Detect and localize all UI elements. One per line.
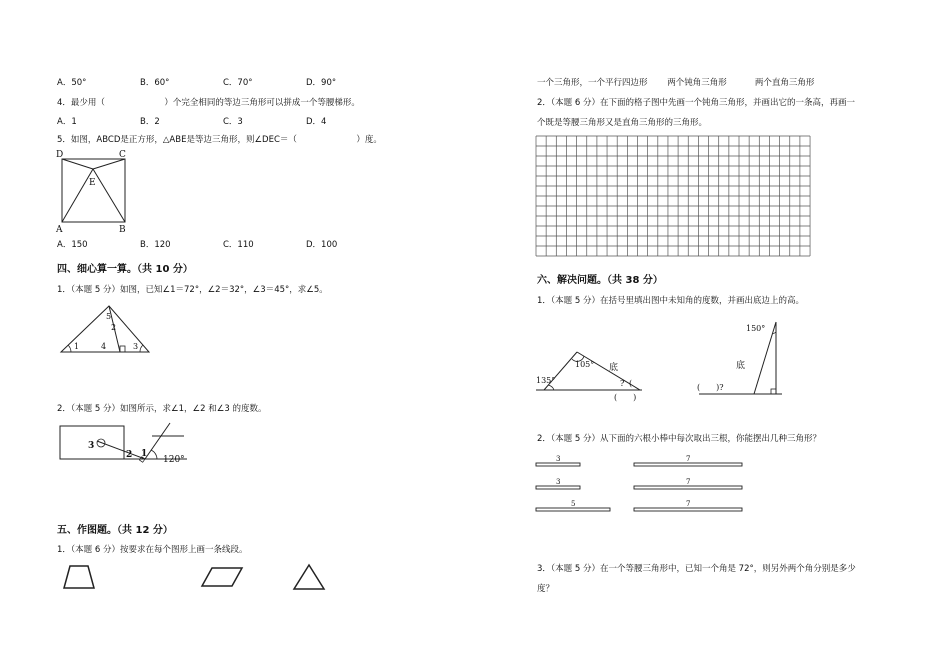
label-120: 120° (163, 455, 185, 465)
label-e: E (89, 178, 96, 188)
line-ae (62, 169, 93, 222)
stick-right-3-label: 7 (686, 500, 691, 508)
right-angle-mark (120, 346, 125, 352)
r-question-2-line-2: 个既是等腰三角形又是直角三角形的三角形。 (537, 118, 708, 128)
label-3: 3 (88, 441, 95, 451)
right-angle-mark (771, 389, 776, 394)
slanted-line (97, 441, 148, 459)
parallelogram-shape (200, 566, 244, 588)
line-be (93, 169, 125, 222)
arc-135 (548, 385, 554, 390)
q4-option-c: C．3 (223, 117, 243, 127)
q3-option-c: C．70° (223, 78, 253, 88)
stick-left-1 (536, 463, 580, 466)
label-150: 150° (746, 324, 766, 333)
triangle-angle-figure (57, 300, 152, 355)
drawing-grid[interactable] (536, 136, 814, 258)
label-b: B (119, 225, 126, 235)
s5-question-1-text: 1．（本题 6 分）按要求在每个图形上画一条线段。 (57, 545, 248, 555)
label-2: 2 (126, 450, 133, 460)
s6-question-1-text: 1．（本题 5 分）在括号里填出图中未知角的度数，并画出底边上的高。 (537, 296, 804, 306)
trapezoid-shape (62, 564, 96, 590)
q5-option-c: C．110 (223, 240, 254, 250)
arc-120 (151, 450, 157, 459)
stick-right-1 (634, 463, 742, 466)
label-base: 底 (609, 363, 619, 373)
label-paren: ( ) (614, 393, 637, 402)
label-105: 105° (575, 360, 595, 369)
label-base: 底 (736, 361, 746, 371)
q4-option-b: B．2 (140, 117, 160, 127)
label-question: ? (620, 379, 625, 388)
q5-option-a: A．150 (57, 240, 88, 250)
s6-question-3-line-2: 度？ (537, 584, 555, 594)
rectangle-angle-figure (57, 420, 187, 465)
stick-right-3 (634, 508, 742, 511)
arc-3 (140, 345, 143, 352)
s4-question-2-text: 2．（本题 5 分）如图所示，求∠1，∠2 和∠3 的度数。 (57, 404, 267, 414)
stick-left-2-label: 3 (556, 478, 561, 486)
q3-option-d: D．90° (306, 78, 337, 88)
question-5-text: 5．如图，ABCD是正方形，△ABE是等边三角形，则∠DEC＝（ ）度。 (57, 135, 382, 145)
label-2: 2 (111, 323, 117, 332)
label-a: A (56, 225, 63, 235)
label-1: 1 (74, 342, 80, 351)
arc-1 (68, 345, 71, 352)
obtuse-triangle-figure (534, 350, 644, 402)
label-small-paren: ( (629, 379, 633, 388)
label-1: 1 (141, 449, 148, 459)
q5-option-b: B．120 (140, 240, 171, 250)
continued-options-line: 一个三角形，一个平行四边形 两个钝角三角形 两个直角三角形 (537, 78, 815, 88)
stick-right-2 (634, 486, 742, 489)
label-c: C (119, 150, 126, 160)
q4-option-d: D．4 (306, 117, 327, 127)
s6-question-2-text: 2．（本题 5 分）从下面的六根小棒中每次取出三根，你能摆出几种三角形？ (537, 434, 821, 444)
triangle-shape (292, 563, 326, 591)
s6-question-3-line-1: 3．（本题 5 分）在一个等腰三角形中，已知一个角是 72°，则另外两个角分别是多少 (537, 564, 856, 574)
stick-right-1-label: 7 (686, 455, 691, 463)
section-6-title: 六、解决问题。（共 38 分） (537, 275, 663, 286)
q4-option-a: A．1 (57, 117, 77, 127)
q5-option-d: D．100 (306, 240, 338, 250)
label-4: 4 (101, 342, 107, 351)
label-5: 5 (106, 312, 112, 321)
s4-question-1-text: 1．（本题 5 分）如图，已知∠1＝72°，∠2＝32°，∠3＝45°，求∠5。 (57, 285, 328, 295)
section-5-title: 五、作图题。（共 12 分） (57, 525, 173, 536)
stick-left-1-label: 3 (556, 455, 561, 463)
line-de (62, 159, 93, 169)
stick-right-2-label: 7 (686, 478, 691, 486)
right-triangle-figure (694, 318, 784, 398)
section-4-title: 四、细心算一算。（共 10 分） (57, 264, 193, 275)
label-paren: ( )? (697, 383, 724, 392)
stick-left-3 (536, 508, 610, 511)
stick-left-2 (536, 486, 580, 489)
label-3: 3 (133, 342, 139, 351)
question-4-text: 4．最少用（ ）个完全相同的等边三角形可以拼成一个等腰梯形。 (57, 98, 360, 108)
second-slanted-line (145, 423, 170, 459)
square-figure (55, 148, 135, 233)
sticks-figure (534, 455, 746, 513)
r-question-2-line-1: 2．（本题 6 分）在下面的格子图中先画一个钝角三角形，并画出它的一条高，再画一 (537, 98, 855, 108)
q3-option-a: A．50° (57, 78, 87, 88)
label-135: 135° (536, 376, 556, 385)
stick-left-3-label: 5 (571, 500, 576, 508)
q3-option-b: B．60° (140, 78, 170, 88)
line-ce (93, 159, 125, 169)
label-d: D (56, 150, 64, 160)
